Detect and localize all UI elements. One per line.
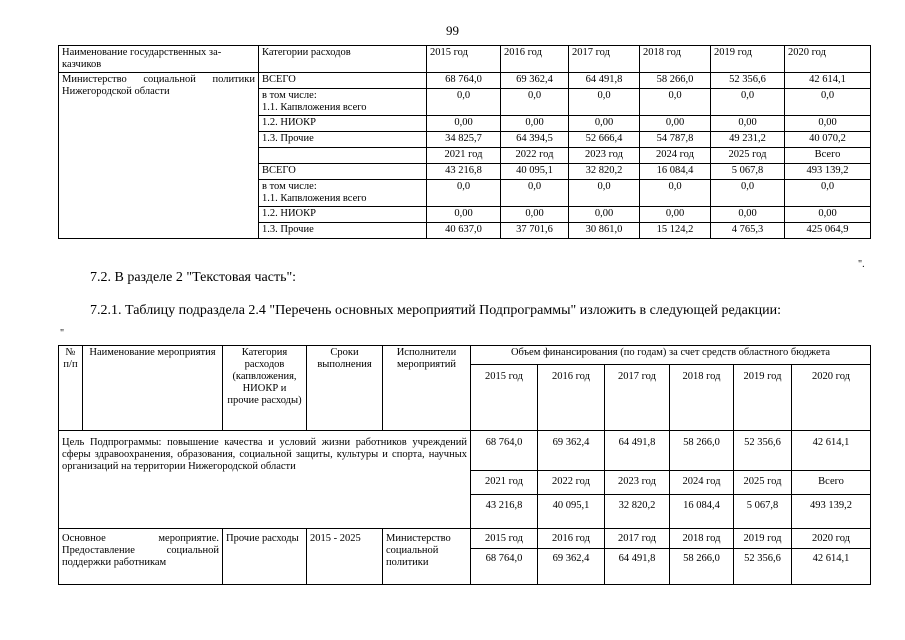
value-cell: 0,0 <box>711 89 785 116</box>
year-cell: 2017 год <box>605 529 670 549</box>
year-cell: Всего <box>785 148 871 164</box>
value-cell: 5 067,8 <box>734 495 792 529</box>
value-cell: 43 216,8 <box>427 164 501 180</box>
value-cell: 40 095,1 <box>538 495 605 529</box>
category-cell: в том числе: 1.1. Капвложения всего <box>259 180 427 207</box>
value-cell: 64 491,8 <box>569 73 640 89</box>
value-cell: 0,0 <box>427 89 501 116</box>
header-cell: 2017 год <box>569 46 640 73</box>
header-cell: 2020 год <box>785 46 871 73</box>
year-cell: 2022 год <box>538 471 605 495</box>
header-terms: Сроки выполнения <box>307 346 383 431</box>
value-cell: 42 614,1 <box>785 73 871 89</box>
value-cell: 64 491,8 <box>605 431 670 471</box>
customer-cell: Министерство социальной политики Нижегородской области <box>59 73 259 239</box>
value-cell: 52 356,6 <box>711 73 785 89</box>
year-cell: 2019 год <box>734 365 792 431</box>
year-cell: 2024 год <box>640 148 711 164</box>
table-row <box>59 431 871 471</box>
value-cell: 0,0 <box>785 180 871 207</box>
opening-quote: " <box>60 328 65 339</box>
value-cell: 40 070,2 <box>785 132 871 148</box>
value-cell: 0,00 <box>785 116 871 132</box>
value-cell: 16 084,4 <box>640 164 711 180</box>
measures-table <box>58 345 871 585</box>
value-cell: 0,0 <box>711 180 785 207</box>
year-cell: 2019 год <box>734 529 792 549</box>
value-cell: 58 266,0 <box>670 431 734 471</box>
category-cell: ВСЕГО <box>259 73 427 89</box>
table-header-row <box>59 346 871 365</box>
value-cell: 0,0 <box>569 89 640 116</box>
year-cell: 2022 год <box>501 148 569 164</box>
value-cell: 425 064,9 <box>785 223 871 239</box>
value-cell: 58 266,0 <box>640 73 711 89</box>
value-cell: 68 764,0 <box>471 431 538 471</box>
value-cell: 0,0 <box>501 180 569 207</box>
closing-quote: ". <box>858 259 865 270</box>
table-row <box>59 73 871 89</box>
value-cell: 0,00 <box>640 207 711 223</box>
year-cell: 2016 год <box>538 529 605 549</box>
value-cell: 0,00 <box>569 116 640 132</box>
value-cell: 68 764,0 <box>471 549 538 585</box>
value-cell: 32 820,2 <box>569 164 640 180</box>
value-cell: 69 362,4 <box>538 431 605 471</box>
year-cell: 2024 год <box>670 471 734 495</box>
value-cell: 0,0 <box>569 180 640 207</box>
value-cell: 42 614,1 <box>792 431 871 471</box>
value-cell: 0,00 <box>501 116 569 132</box>
header-cell: 2016 год <box>501 46 569 73</box>
value-cell: 0,0 <box>785 89 871 116</box>
value-cell: 40 637,0 <box>427 223 501 239</box>
measure-name-cell: Основное мероприятие. Предоставление социальной поддержки работникам <box>59 529 223 585</box>
year-cell: 2018 год <box>670 529 734 549</box>
value-cell: 69 362,4 <box>538 549 605 585</box>
year-cell: 2023 год <box>605 471 670 495</box>
value-cell: 58 266,0 <box>670 549 734 585</box>
goal-cell: Цель Подпрограммы: повышение качества и условий жизни работников учреждений сферы здравоохранения, образования, социальной защиты, культуры и спорта, научных организаций на территории Нижегородской области <box>59 431 471 529</box>
value-cell: 16 084,4 <box>670 495 734 529</box>
year-cell: 2021 год <box>427 148 501 164</box>
year-cell: Всего <box>792 471 871 495</box>
value-cell: 37 701,6 <box>501 223 569 239</box>
value-cell: 493 139,2 <box>785 164 871 180</box>
value-cell: 69 362,4 <box>501 73 569 89</box>
value-cell: 0,0 <box>640 89 711 116</box>
page-number: 99 <box>446 23 459 38</box>
year-cell: 2018 год <box>670 365 734 431</box>
year-cell: 2015 год <box>471 529 538 549</box>
value-cell: 32 820,2 <box>605 495 670 529</box>
year-cell: 2025 год <box>734 471 792 495</box>
value-cell: 0,0 <box>640 180 711 207</box>
header-cell: Категории расходов <box>259 46 427 73</box>
value-cell: 64 491,8 <box>605 549 670 585</box>
measure-terms-cell: 2015 - 2025 <box>307 529 383 585</box>
header-cell: Наименование государственных за-казчиков <box>59 46 259 73</box>
value-cell: 52 356,6 <box>734 549 792 585</box>
value-cell: 0,00 <box>711 116 785 132</box>
value-cell: 4 765,3 <box>711 223 785 239</box>
table-header-row <box>59 46 871 73</box>
category-cell: 1.2. НИОКР <box>259 116 427 132</box>
value-cell: 0,00 <box>785 207 871 223</box>
paragraph-7-2-1: 7.2.1. Таблицу подраздела 2.4 "Перечень основных мероприятий Подпрограммы" изложить в следующей редакции: <box>90 303 781 318</box>
value-cell: 493 139,2 <box>792 495 871 529</box>
year-cell: 2021 год <box>471 471 538 495</box>
value-cell: 54 787,8 <box>640 132 711 148</box>
header-category: Категория расходов (капвложения, НИОКР и прочие расходы) <box>223 346 307 431</box>
value-cell: 0,00 <box>501 207 569 223</box>
value-cell: 43 216,8 <box>471 495 538 529</box>
year-cell: 2017 год <box>605 365 670 431</box>
year-cell: 2020 год <box>792 529 871 549</box>
header-name: Наименование мероприятия <box>83 346 223 431</box>
value-cell: 15 124,2 <box>640 223 711 239</box>
year-cell: 2023 год <box>569 148 640 164</box>
financing-table <box>58 45 871 239</box>
value-cell: 0,0 <box>501 89 569 116</box>
value-cell: 0,00 <box>640 116 711 132</box>
empty-cell <box>259 148 427 164</box>
value-cell: 0,00 <box>427 116 501 132</box>
year-cell: 2016 год <box>538 365 605 431</box>
value-cell: 0,00 <box>427 207 501 223</box>
value-cell: 52 666,4 <box>569 132 640 148</box>
year-cell: 2020 год <box>792 365 871 431</box>
header-cell: 2019 год <box>711 46 785 73</box>
value-cell: 0,00 <box>569 207 640 223</box>
category-cell: в том числе: 1.1. Капвложения всего <box>259 89 427 116</box>
value-cell: 34 825,7 <box>427 132 501 148</box>
category-cell: 1.3. Прочие <box>259 223 427 239</box>
value-cell: 30 861,0 <box>569 223 640 239</box>
year-cell: 2015 год <box>471 365 538 431</box>
header-funding: Объем финансирования (по годам) за счет средств областного бюджета <box>471 346 871 365</box>
header-num: № п/п <box>59 346 83 431</box>
category-cell: ВСЕГО <box>259 164 427 180</box>
year-cell: 2025 год <box>711 148 785 164</box>
value-cell: 64 394,5 <box>501 132 569 148</box>
value-cell: 0,00 <box>711 207 785 223</box>
header-cell: 2015 год <box>427 46 501 73</box>
value-cell: 40 095,1 <box>501 164 569 180</box>
table-row <box>59 529 871 549</box>
value-cell: 0,0 <box>427 180 501 207</box>
paragraph-7-2: 7.2. В разделе 2 "Текстовая часть": <box>90 270 297 285</box>
header-executors: Исполнители мероприятий <box>383 346 471 431</box>
value-cell: 49 231,2 <box>711 132 785 148</box>
category-cell: 1.3. Прочие <box>259 132 427 148</box>
measure-category-cell: Прочие расходы <box>223 529 307 585</box>
value-cell: 5 067,8 <box>711 164 785 180</box>
value-cell: 42 614,1 <box>792 549 871 585</box>
measure-executor-cell: Министерство социальной политики <box>383 529 471 585</box>
value-cell: 68 764,0 <box>427 73 501 89</box>
category-cell: 1.2. НИОКР <box>259 207 427 223</box>
header-cell: 2018 год <box>640 46 711 73</box>
value-cell: 52 356,6 <box>734 431 792 471</box>
